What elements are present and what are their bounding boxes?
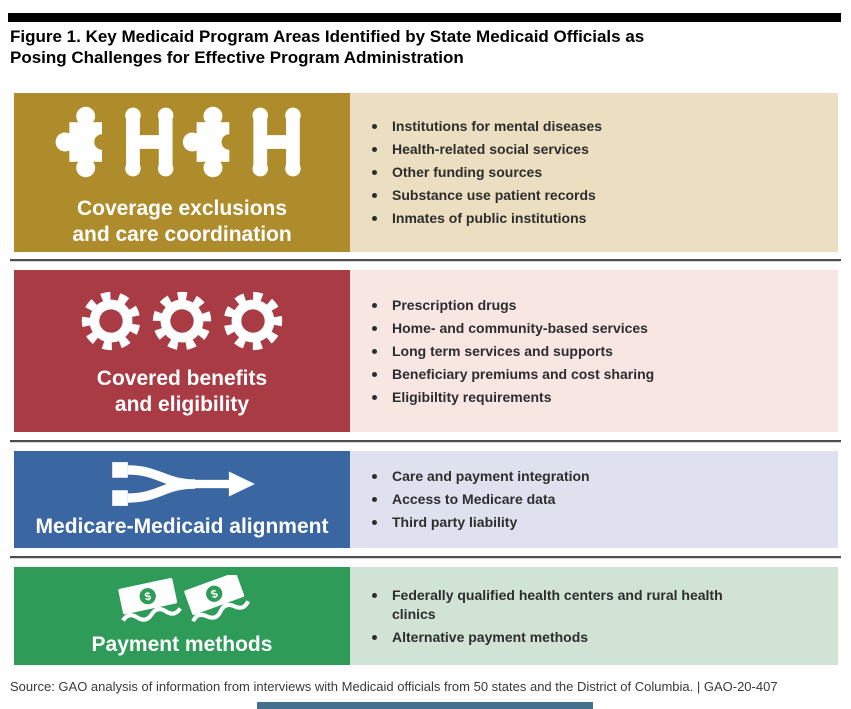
section-label xyxy=(92,632,273,658)
list-item xyxy=(372,365,758,384)
list-item-text: Access to Medicare data xyxy=(392,491,556,507)
merge-arrow-icon xyxy=(42,459,322,509)
section-label-line2: and eligibility xyxy=(114,392,250,416)
section-label-line1: Medicare-Medicaid alignment xyxy=(35,515,329,538)
section-covered-benefits-box xyxy=(14,270,350,432)
bullet-icon xyxy=(372,372,377,377)
section-payment-methods-list xyxy=(350,567,838,665)
bullet-icon xyxy=(372,395,377,400)
list-item xyxy=(372,163,758,182)
bullet-icon xyxy=(372,635,377,640)
bullet-icon xyxy=(372,326,377,331)
bullet-list xyxy=(372,113,758,232)
list-item-text: Alternative payment methods xyxy=(392,628,589,645)
figure-title-line1: Figure 1. Key Medicaid Program Areas Identified by State Medicaid Officials as xyxy=(10,27,645,46)
gears-icon xyxy=(75,285,289,357)
list-item xyxy=(372,319,758,338)
top-rule-bar xyxy=(8,13,841,22)
section-coverage-exclusions xyxy=(14,93,838,252)
section-covered-benefits-list xyxy=(350,270,838,432)
list-item-text: Prescription drugs xyxy=(392,296,517,313)
section-label xyxy=(36,514,329,540)
dollar-sign-icon: $ xyxy=(143,590,153,604)
list-item xyxy=(372,628,758,647)
section-covered-benefits xyxy=(14,270,838,432)
section-medicare-medicaid xyxy=(14,451,838,548)
list-item-text: Third party liability xyxy=(392,514,518,530)
bullet-icon xyxy=(372,593,377,598)
bullet-icon xyxy=(372,520,377,525)
source-note: Source: GAO analysis of information from interviews with Medicaid officials from 50 states and the District of Columbia. | GAO-20-407 xyxy=(10,679,778,694)
section-label-line2: and care coordination xyxy=(72,223,292,246)
list-item-text: Home- and community-based services xyxy=(392,319,648,336)
bullet-icon xyxy=(372,497,377,502)
list-item-text: Long term services and supports xyxy=(392,342,613,359)
list-item-text: Federally qualified health centers and rural health clinics xyxy=(392,586,723,622)
bullet-icon xyxy=(372,124,377,129)
figure-title-line2: Posing Challenges for Effective Program Administration xyxy=(10,48,464,67)
section-label-line1: Payment methods xyxy=(91,632,273,656)
section-medicare-medicaid-list xyxy=(350,451,838,548)
list-item xyxy=(372,117,758,136)
bottom-accent-bar xyxy=(257,702,593,709)
bullet-icon xyxy=(372,193,377,198)
section-label xyxy=(72,196,291,248)
list-item-text: Substance use patient records xyxy=(392,187,596,203)
money-icon xyxy=(92,575,272,627)
figure-title xyxy=(10,26,820,68)
section-payment-methods xyxy=(14,567,838,665)
list-item-text: Institutions for mental diseases xyxy=(392,118,603,134)
list-item xyxy=(372,296,758,315)
puzzle-pieces-icon xyxy=(53,97,311,187)
list-item xyxy=(372,388,758,407)
list-item-text: Other funding sources xyxy=(392,164,543,180)
list-item xyxy=(372,140,758,159)
bullet-icon xyxy=(372,147,377,152)
list-item xyxy=(372,586,758,624)
bullet-icon xyxy=(372,474,377,479)
list-item-text: Eligibiltity requirements xyxy=(392,388,552,405)
section-coverage-exclusions-box xyxy=(14,93,350,252)
bullet-list xyxy=(372,292,758,411)
section-label xyxy=(97,366,267,418)
bullet-icon xyxy=(372,303,377,308)
section-label-line1: Covered benefits xyxy=(96,366,268,390)
list-item xyxy=(372,342,758,361)
list-item xyxy=(372,513,758,532)
section-payment-methods-box xyxy=(14,567,350,665)
section-divider xyxy=(10,440,841,443)
section-label-line1: Coverage exclusions xyxy=(76,197,288,220)
list-item xyxy=(372,209,758,228)
list-item-text: Beneficiary premiums and cost sharing xyxy=(392,365,655,382)
list-item xyxy=(372,467,758,486)
list-item-text: Inmates of public institutions xyxy=(392,210,587,226)
section-coverage-exclusions-list xyxy=(350,93,838,252)
section-divider xyxy=(10,259,841,262)
list-item xyxy=(372,490,758,509)
dollar-sign-icon: $ xyxy=(209,587,220,601)
section-medicare-medicaid-box xyxy=(14,451,350,548)
list-item-text: Care and payment integration xyxy=(392,468,590,484)
bullet-list xyxy=(372,582,758,651)
bullet-icon xyxy=(372,349,377,354)
section-divider xyxy=(10,556,841,559)
bullet-icon xyxy=(372,216,377,221)
bullet-icon xyxy=(372,170,377,175)
list-item xyxy=(372,186,758,205)
bullet-list xyxy=(372,463,758,536)
list-item-text: Health-related social services xyxy=(392,141,589,157)
